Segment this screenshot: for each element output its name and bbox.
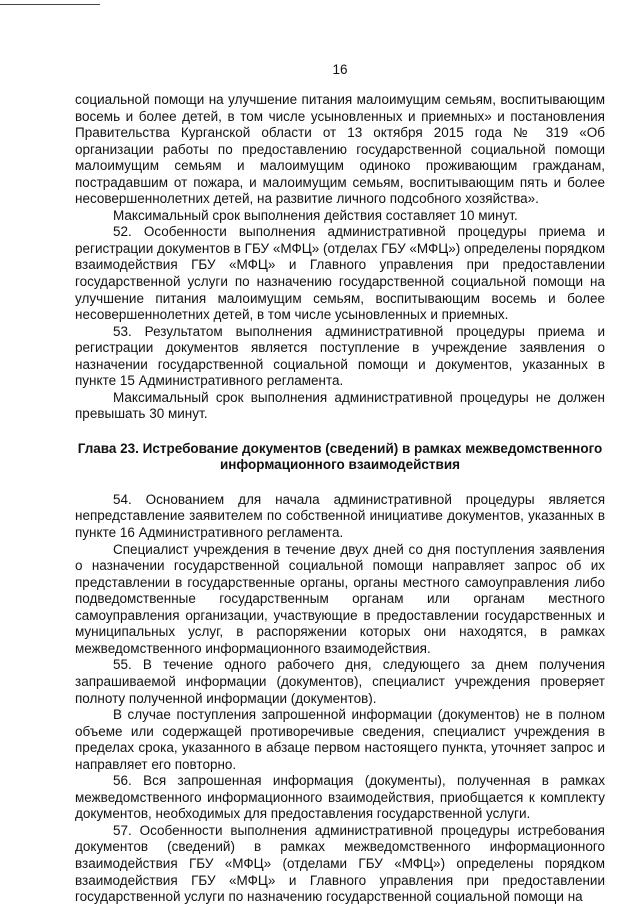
section-after-heading	[75, 492, 605, 906]
paragraph: 54. Основанием для начала административной процедуры является непредставление заявителем по собственной инициативе документов, указанных в пункте 16 Административного регламента.	[75, 491, 605, 541]
paragraph: 52. Особенности выполнения административной процедуры приема и регистрации документов в ГБУ «МФЦ» (отделах ГБУ «МФЦ») определены порядком взаимодействия ГБУ «МФЦ» и Главного управления при предоставлении государственной услуги по назначению государственной социальной помощи на улучшение питания малоимущим семьям, воспитывающим восемь и более несовершеннолетних детей, в том числе усыновленных и приемных.	[75, 224, 606, 323]
page-number: 16	[332, 62, 348, 77]
paragraph: Максимальный срок выполнения действия составляет 10 минут.	[113, 207, 518, 223]
paragraph: Специалист учреждения в течение двух дней со дня поступления заявления о назначении государственной социальной помощи направляет запрос об их представлении в государственные органы, органы местного самоуправления либо подведомственные государственным органам или органам местного самоуправления организации, участвующие в предоставлении государственных и муниципальных услуг, в распоряжении которых они находятся, в рамках межведомственного информационного взаимодействия.	[75, 541, 605, 656]
paragraph: Максимальный срок выполнения административной процедуры не должен превышать 30 минут.	[75, 389, 605, 422]
paragraph: 55. В течение одного рабочего дня, следующего за днем получения запрашиваемой информации (документов), специалист учреждения проверяет полноту полученной информации (документов).	[75, 657, 605, 706]
chapter-heading: Глава 23. Истребование документов (сведений) в рамках межведомственного информационного взаимодействия	[77, 440, 603, 473]
document-page	[75, 62, 605, 906]
header-rule	[0, 4, 100, 5]
paragraph: В случае поступления запрошенной информации (документов) не в полном объеме или содержащей противоречивые сведения, специалист учреждения в пределах срока, указанного в абзаце первом настоящего пункта, уточняет запрос и направляет его повторно.	[75, 707, 605, 772]
paragraph: социальной помощи на улучшение питания малоимущим семьям, воспитывающим восемь и более детей, в том числе усыновленных и приемных» и постановления Правительства Курганской области от 13 октября 2015 года № 319 «Об организации работы по предоставлению государственной социальной помощи малоимущим семьям и малоимущим одиноко проживающим гражданам, пострадавшим от пожара, и малоимущим семьям, воспитывающим пять и более несовершеннолетних детей, на развитие личного подсобного хозяйства».	[75, 92, 605, 207]
paragraph: 56. Вся запрошенная информация (документы), полученная в рамках межведомственного информационного взаимодействия, приобщается к комплекту документов, необходимых для предоставления государственной услуги.	[75, 773, 605, 822]
section-before-heading	[75, 92, 605, 423]
paragraph: 57. Особенности выполнения административной процедуры истребования документов (сведений) в рамках межведомственного информационного взаимодействия ГБУ «МФЦ» (отделами ГБУ «МФЦ») определены порядком взаимодействия ГБУ «МФЦ» и Главного управления при предоставлении государственной услуги по назначению государственной социальной помощи на	[75, 822, 605, 905]
paragraph: 53. Результатом выполнения административной процедуры приема и регистрации документов является поступление в учреждение заявления о назначении государственной социальной помощи и документов, указанных в пункте 15 Административного регламента.	[75, 323, 605, 389]
